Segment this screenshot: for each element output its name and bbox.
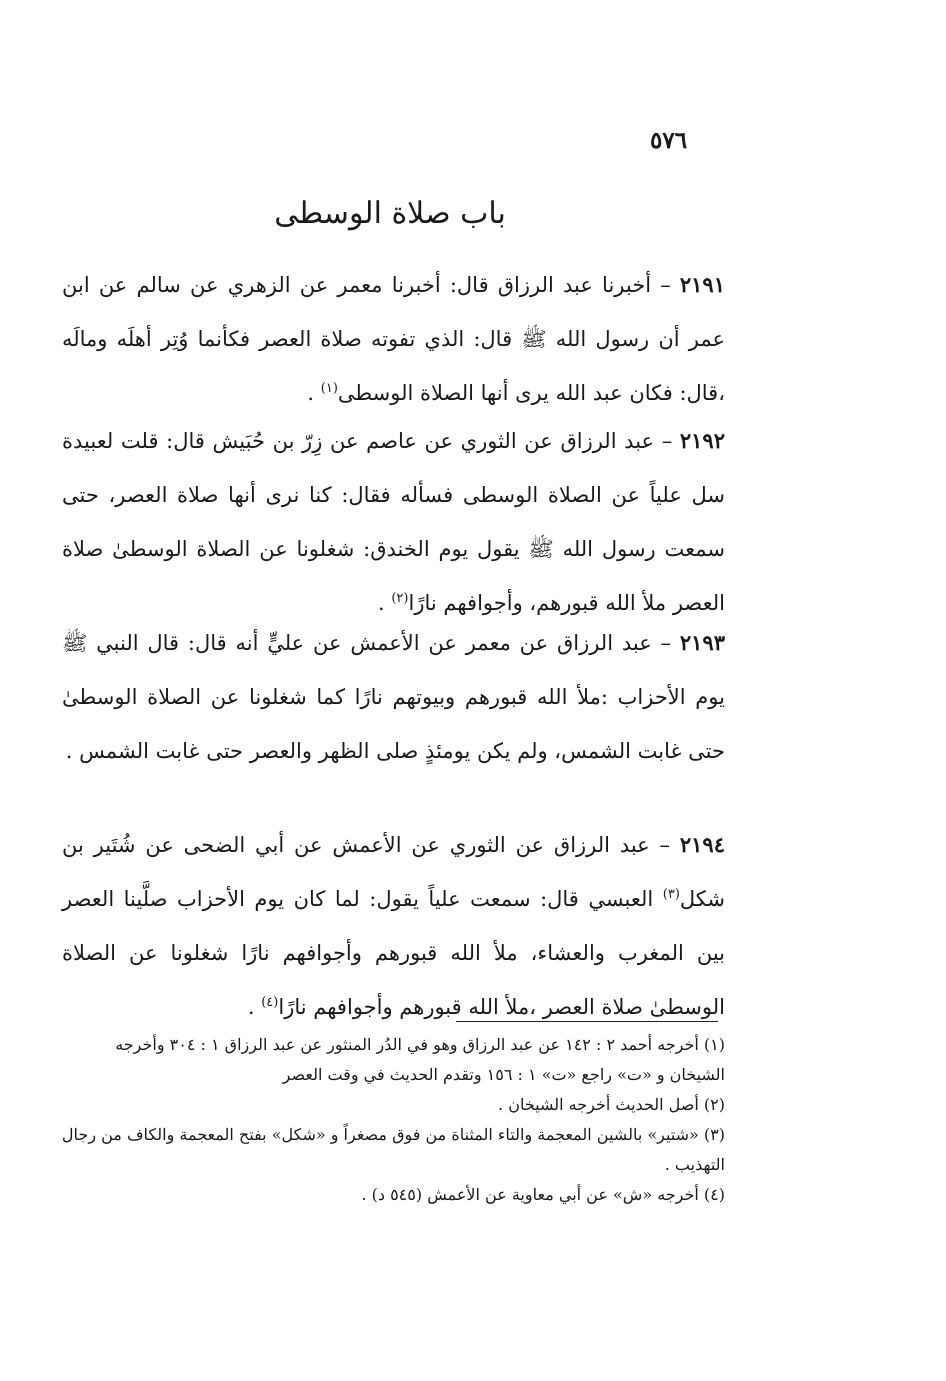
hadith-text: – عبد الرزاق عن الثوري عن الأعمش عن أبي الضحى عن شُتَير بن شكل	[62, 833, 725, 911]
footnote-4: (٤) أخرجه «ش» عن أبي معاوية عن الأعمش (٥٤٥ د) .	[361, 1185, 725, 1204]
hadith-text: – عبد الرزاق عن معمر عن الأعمش عن عليٍّ أنه قال: قال النبي ﷺ يوم الأحزاب :ملأ الله قبورهم وبيوتهم نارًا كما شغلونا عن الصلاة الوسطىٰ حتى غابت الشمس، ولم يكن يومئذٍ صلى الظهر والعصر حتى غابت الشمس	[62, 631, 725, 763]
hadith-text: – عبد الرزاق عن الثوري عن عاصم عن زِرّ بن حُبَيش قال: قلت لعبيدة سل علياً عن الصلاة الوسطى فسأله فقال: كنا نرى أنها صلاة العصر، حتى سمعت رسول الله ﷺ يقول يوم الخندق: شغلونا عن الصلاة الوسطىٰ صلاة العصر ملأ الله قبورهم، وأجوافهم نارًا	[62, 429, 725, 615]
footnote-ref: (٣)	[662, 887, 680, 902]
hadith-text-continued: العبسي قال: سمعت علياً يقول: لما كان يوم الأحزاب صلَّينا العصر بين المغرب والعشاء، ملأ الله قبورهم وأجوافهم نارًا شغلونا عن الصلاة الوسطىٰ صلاة العصر ،ملأ الله قبورهم وأجوافهم نارًا	[62, 887, 725, 1019]
hadith-2191	[62, 258, 725, 420]
hadith-number: ٢١٩٣	[679, 630, 725, 655]
footnote-ref: (٤)	[261, 995, 279, 1010]
footnotes	[55, 1030, 725, 1210]
hadith-number: ٢١٩١	[679, 272, 725, 297]
hadith-2194	[62, 818, 725, 1034]
footnote-1: (١) أخرجه أحمد ٢ : ١٤٢ عن عبد الرزاق وهو في الدُر المنثور عن عبد الرزاق ١ : ٣٠٤ وأخرجه الشيخان و «ت» راجع «ت» ١ : ١٥٦ وتقدم الحديث في وقت العصر	[115, 1035, 725, 1084]
hadith-number: ٢١٩٢	[679, 428, 725, 453]
footnote-divider	[456, 1021, 718, 1022]
hadith-end: .	[307, 381, 315, 405]
footnote-3: (٣) «شتير» بالشين المعجمة والتاء المثناة من فوق مصغراً و «شكل» بفتح المعجمة والكاف من رجال التهذيب .	[61, 1125, 725, 1174]
hadith-end: .	[247, 995, 255, 1019]
footnote-ref: (٢)	[391, 591, 409, 606]
page-number: ٥٧٦	[650, 127, 688, 154]
hadith-text: – أخبرنا عبد الرزاق قال: أخبرنا معمر عن الزهري عن سالم عن ابن عمر أن رسول الله ﷺ قال: الذي تفوته صلاة العصر فكأنما وُتِر أهلَه ومالَه ،قال: فكان عبد الله يرى أنها الصلاة الوسطى	[62, 273, 725, 405]
hadith-end: .	[377, 591, 385, 615]
hadith-end: .	[65, 739, 73, 763]
hadith-number: ٢١٩٤	[679, 832, 725, 857]
hadith-2193	[62, 616, 725, 778]
footnote-ref: (١)	[320, 381, 338, 396]
footnote-2: (٢) أصل الحديث أخرجه الشيخان .	[498, 1095, 725, 1114]
hadith-2192	[62, 414, 725, 630]
chapter-title: باب صلاة الوسطى	[274, 196, 506, 231]
